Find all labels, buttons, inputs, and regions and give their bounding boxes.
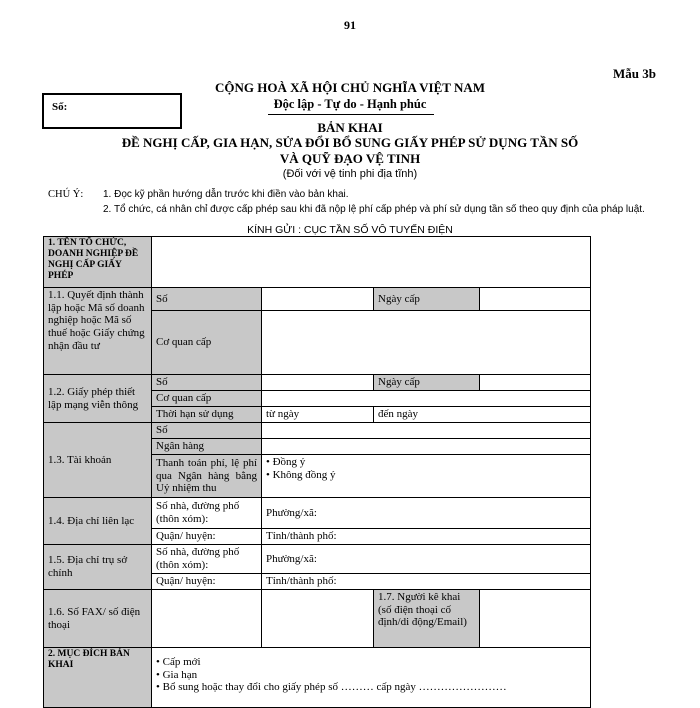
purpose-options <box>152 648 591 708</box>
s1-1-so-label: Số <box>152 288 262 311</box>
s1-2-so-label: Số <box>152 375 262 391</box>
s1-3-so-label: Số <box>152 423 262 439</box>
s1-1-so-field[interactable] <box>262 288 374 311</box>
section-1-7-label: 1.7. Người kê khai (số điện thoại cố định/di động/Email) <box>374 590 480 648</box>
section-1-3-label: 1.3. Tài khoản <box>44 423 152 498</box>
s1-4-tinh-thanh-field[interactable] <box>262 529 591 545</box>
national-title: CỘNG HOÀ XÃ HỘI CHỦ NGHĨA VIỆT NAM <box>214 80 486 95</box>
section-1-label: 1. TÊN TỔ CHỨC, DOANH NGHIỆP ĐỀ NGHỊ CẤP GIẤY PHÉP <box>44 237 152 288</box>
s1-4-so-nha-label: Số nhà, đường phố (thôn xóm): <box>152 498 262 529</box>
option-dong-y[interactable] <box>266 456 586 469</box>
form-code: Mẫu 3b <box>613 66 656 81</box>
s1-2-co-quan-cap-label: Cơ quan cấp <box>152 391 262 407</box>
form-subtitle-line2: VÀ QUỸ ĐẠO VỆ TINH <box>279 151 421 166</box>
s1-2-so-field[interactable] <box>262 375 374 391</box>
s1-1-ngay-cap-field[interactable] <box>480 288 591 311</box>
s1-2-ngay-cap-field[interactable] <box>480 375 591 391</box>
s1-1-ngay-cap-label: Ngày cấp <box>374 288 480 311</box>
application-form-table <box>43 236 591 708</box>
den-ngay-label: đến ngày <box>378 408 419 421</box>
s1-5-quan-huyen-label: Quận/ huyện: <box>152 574 262 590</box>
s1-3-so-field[interactable] <box>262 423 591 439</box>
s1-1-co-quan-cap-label: Cơ quan cấp <box>152 311 262 375</box>
s1-2-ngay-cap-label: Ngày cấp <box>374 375 480 391</box>
tu-ngay-label: từ ngày <box>266 408 300 421</box>
s1-2-den-ngay-field[interactable] <box>374 407 591 423</box>
section-2-label: 2. MỤC ĐÍCH BẢN KHAI <box>44 648 152 708</box>
purpose-bo-sung-label: Bổ sung hoặc thay đổi cho giấy phép số ……… cấp ngày …………………… <box>162 681 507 694</box>
section-1-4-label: 1.4. Địa chỉ liên lạc <box>44 498 152 545</box>
note-label: CHÚ Ý: <box>48 189 84 200</box>
purpose-cap-moi[interactable] <box>156 656 586 669</box>
s1-3-ngan-hang-label: Ngân hàng <box>152 439 262 455</box>
purpose-gia-han[interactable] <box>156 669 586 682</box>
section-1-2-label: 1.2. Giấy phép thiết lập mạng viễn thông <box>44 375 152 423</box>
option-dong-y-label: Đồng ý <box>272 456 306 468</box>
s1-5-phuong-xa-label: Phường/xã: <box>266 552 317 565</box>
form-subtitle-note: (Đối với vệ tinh phi địa tĩnh) <box>282 168 418 180</box>
section-1-6-label: 1.6. Số FAX/ số điện thoại <box>44 590 152 648</box>
s1-2-tu-ngay-field[interactable] <box>262 407 374 423</box>
recipient: KÍNH GỬI : CỤC TẦN SỐ VÔ TUYẾN ĐIỆN <box>247 224 453 236</box>
form-title: BẢN KHAI <box>317 120 383 135</box>
option-khong-dong-y-label: Không đồng ý <box>272 468 336 481</box>
s1-3-thanh-toan-options <box>262 455 591 498</box>
s1-1-co-quan-cap-field[interactable] <box>262 311 591 375</box>
s1-6-phone-field[interactable] <box>262 590 374 648</box>
purpose-bo-sung[interactable] <box>156 681 586 694</box>
note-item-2: 2. Tổ chức, cá nhân chỉ được cấp phép sau khi đã nộp lệ phí cấp phép và phí sử dụng tần số theo quy định của pháp luật. <box>103 204 645 215</box>
s1-4-phuong-xa-field[interactable] <box>262 498 591 529</box>
s1-5-so-nha-label: Số nhà, đường phố (thôn xóm): <box>152 545 262 574</box>
s1-4-phuong-xa-label: Phường/xã: <box>266 506 317 519</box>
document-number-label: Số: <box>52 101 68 113</box>
section-1-5-label: 1.5. Địa chỉ trụ sở chính <box>44 545 152 590</box>
organization-name-field[interactable] <box>152 237 591 288</box>
s1-3-thanh-toan-label: Thanh toán phí, lệ phí qua Ngân hàng bằng Uỷ nhiệm thu <box>152 455 262 498</box>
option-khong-dong-y[interactable] <box>266 469 586 482</box>
s1-2-co-quan-cap-field[interactable] <box>262 391 591 407</box>
s1-6-fax-field[interactable] <box>152 590 262 648</box>
s1-3-ngan-hang-field[interactable] <box>262 439 591 455</box>
s1-5-phuong-xa-field[interactable] <box>262 545 591 574</box>
s1-4-tinh-thanh-label: Tỉnh/thành phố: <box>266 530 337 543</box>
s1-5-tinh-thanh-field[interactable] <box>262 574 591 590</box>
note-item-1: 1. Đọc kỹ phần hướng dẫn trước khi điền vào bản khai. <box>103 189 349 200</box>
purpose-gia-han-label: Gia hạn <box>162 668 198 681</box>
section-1-1-label: 1.1. Quyết định thành lập hoặc Mã số doanh nghiệp hoặc Mã số thuế hoặc Giấy chứng nhận đầu tư <box>44 288 152 375</box>
s1-4-quan-huyen-label: Quận/ huyện: <box>152 529 262 545</box>
purpose-cap-moi-label: Cấp mới <box>162 656 201 668</box>
page-number: 91 <box>344 18 356 32</box>
national-motto: Độc lập - Tự do - Hạnh phúc <box>273 97 427 111</box>
s1-7-field[interactable] <box>480 590 591 648</box>
s1-5-tinh-thanh-label: Tỉnh/thành phố: <box>266 575 337 588</box>
form-subtitle-line1: ĐỀ NGHỊ CẤP, GIA HẠN, SỬA ĐỔI BỔ SUNG GIẤY PHÉP SỬ DỤNG TẦN SỐ <box>121 135 579 150</box>
s1-2-thoi-han-label: Thời hạn sử dụng <box>152 407 262 423</box>
motto-underline <box>268 114 434 115</box>
